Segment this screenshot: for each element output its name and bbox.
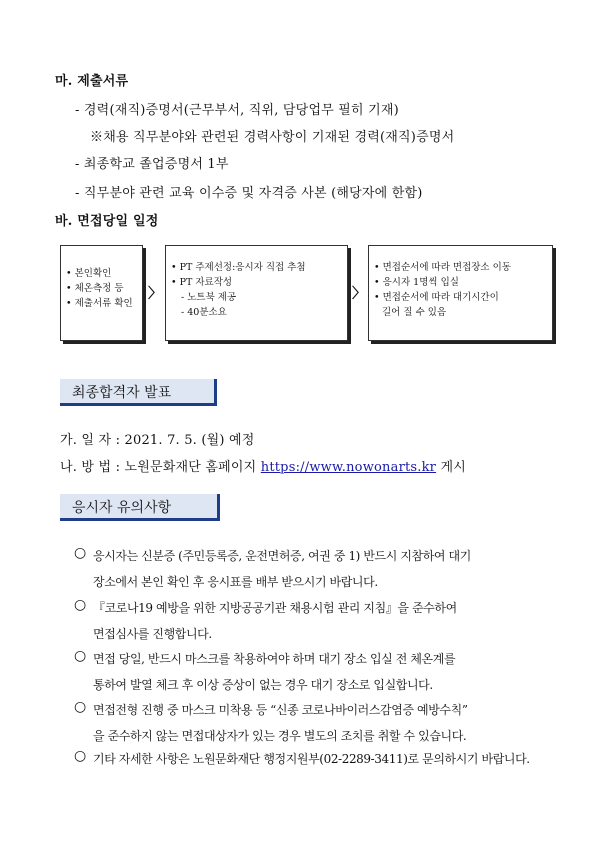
notice-item-3-line-2: 통하여 발열 체크 후 이상 증상이 없는 경우 대기 장소로 입실합니다. — [93, 678, 433, 692]
box2-line: • PT 자료작성 — [171, 277, 233, 288]
bullet-circle-icon: ○ — [74, 699, 87, 715]
schedule-box-interview — [368, 245, 553, 341]
box3-line: • 면접순서에 따라 대기시간이 — [374, 292, 499, 303]
notice-item-4-line-2: 을 준수하지 않는 면접대상자가 있는 경우 별도의 조치를 취할 수 있습니다. — [93, 729, 467, 743]
bullet-circle-icon: ○ — [74, 748, 87, 764]
box2-line: - 노트북 제공 — [181, 292, 237, 303]
notice-item-3-line-1: 면접 당일, 반드시 마스크를 착용하여야 하며 대기 장소 입실 전 체온계를 — [93, 652, 456, 666]
box3-line: 길어 질 수 있음 — [382, 307, 447, 318]
notice-item-5-line-1: 기타 자세한 사항은 노원문화재단 행정지원부(02-2289-3411)로 문의하시기 바랍니다. — [93, 752, 530, 766]
final-method-prefix: 나. 방 법 : 노원문화재단 홈페이지 — [60, 460, 261, 475]
notice-title: 응시자 유의사항 — [60, 494, 220, 521]
notice-item-2-line-1: 『코로나19 예방을 위한 지방공공기관 채용시험 관리 지침』을 준수하여 — [93, 601, 457, 615]
arrow-right-icon: 〉 — [352, 286, 366, 302]
documents-item-certificates: - 직무분야 관련 교육 이수증 및 자격증 사본 (해당자에 한함) — [75, 186, 423, 201]
final-date: 가. 일 자 : 2021. 7. 5. (월) 예정 — [60, 433, 255, 448]
box3-line: • 면접순서에 따라 면접장소 이동 — [374, 262, 511, 273]
box1-line: • 제출서류 확인 — [66, 298, 133, 309]
box1-line: • 본인확인 — [66, 268, 112, 279]
bullet-circle-icon: ○ — [74, 545, 87, 561]
homepage-link[interactable]: https://www.nowonarts.kr — [260, 460, 437, 475]
documents-item-diploma: - 최종학교 졸업증명서 1부 — [75, 157, 229, 172]
bullet-circle-icon: ○ — [74, 597, 87, 613]
notice-item-1-line-2: 장소에서 본인 확인 후 응시표를 배부 받으시기 바랍니다. — [93, 575, 378, 589]
documents-item-career: - 경력(재직)증명서(근무부서, 직위, 담당업무 필히 기재) — [75, 103, 399, 118]
notice-item-1-line-1: 응시자는 신분증 (주민등록증, 운전면허증, 여권 중 1) 반드시 지참하여 대기 — [93, 549, 471, 563]
arrow-right-icon: 〉 — [148, 286, 162, 302]
notice-item-4-line-1: 면접전형 진행 중 마스크 미착용 등 “신종 코로나바이러스감염증 예방수칙” — [93, 703, 468, 717]
box1-line: • 체온측정 등 — [66, 283, 124, 294]
box2-line: - 40분소요 — [181, 307, 227, 318]
schedule-box-pt — [165, 245, 348, 341]
box3-line: • 응시자 1명씩 입실 — [374, 277, 459, 288]
documents-note: ※채용 직무분야와 관련된 경력사항이 기재된 경력(재직)증명서 — [90, 130, 455, 145]
final-method-suffix: 게시 — [436, 460, 466, 475]
schedule-box-check-in — [60, 245, 143, 341]
box2-line: • PT 주제선정:응시자 직접 추첨 — [171, 262, 306, 273]
final-announcement-title: 최종합격자 발표 — [60, 379, 217, 406]
notice-item-2-line-2: 면접심사를 진행합니다. — [93, 627, 212, 641]
documents-heading: 마. 제출서류 — [55, 74, 129, 89]
schedule-heading: 바. 면접당일 일정 — [55, 214, 159, 229]
bullet-circle-icon: ○ — [74, 648, 87, 664]
final-method — [60, 456, 466, 475]
